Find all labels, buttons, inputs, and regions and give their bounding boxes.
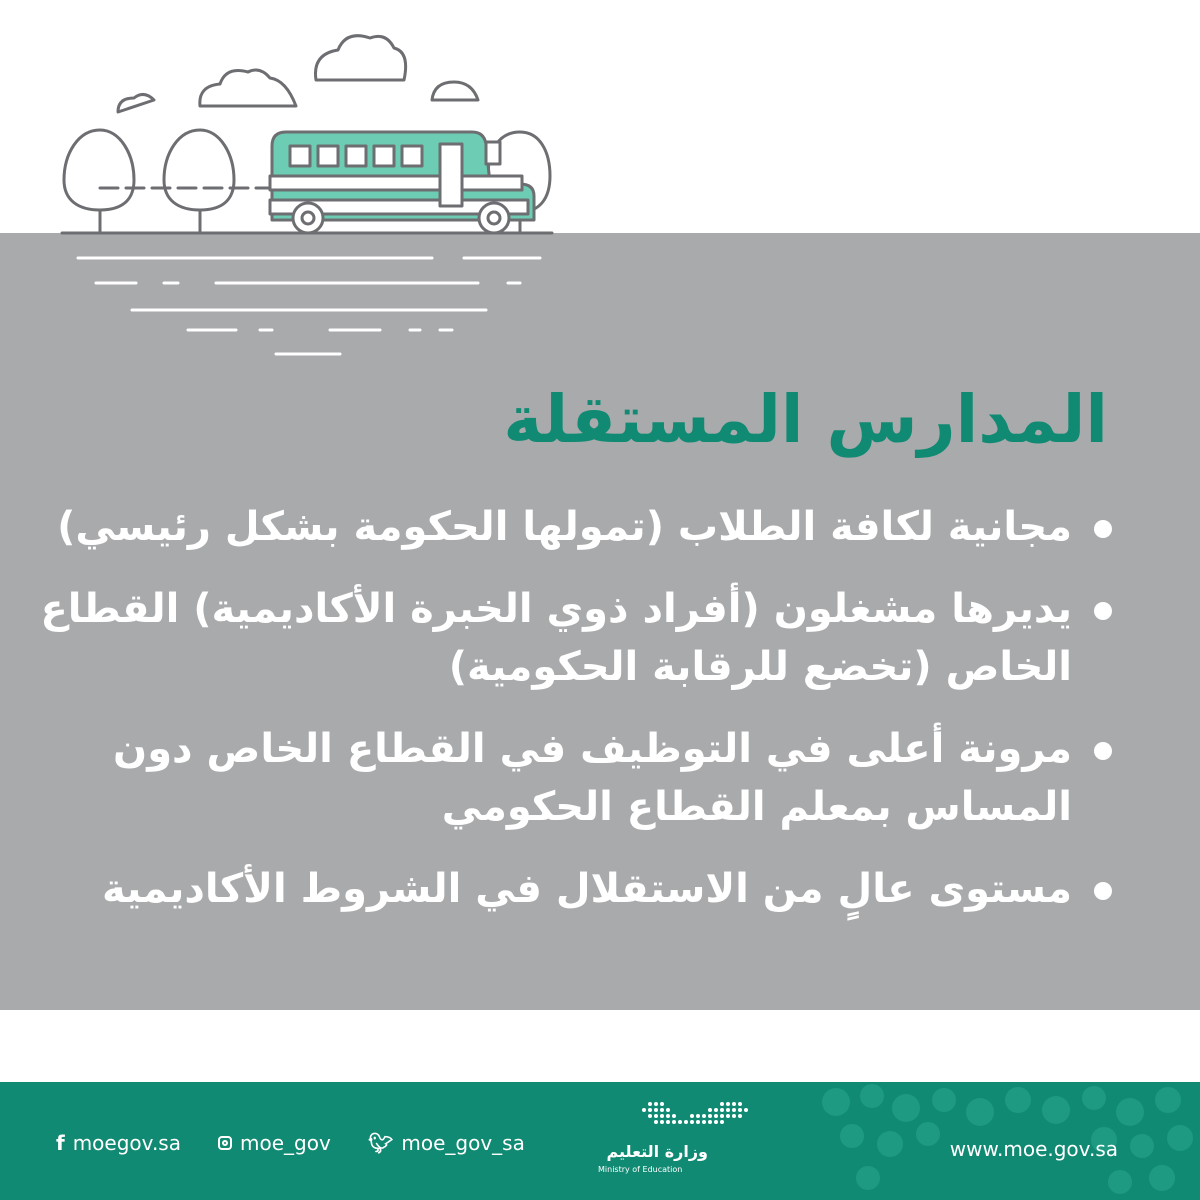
facebook-icon: f [56,1131,65,1155]
facebook-link[interactable] [56,1128,181,1158]
cloud-icon [200,70,296,106]
bullet-dot-icon [1094,602,1112,620]
instagram-link[interactable] [218,1128,331,1158]
twitter-handle: moe_gov_sa [401,1131,525,1155]
bullet-dot-icon [1094,882,1112,900]
bullet-dot-icon [1094,520,1112,538]
cloud-icon [432,82,478,100]
tree-icon [64,130,134,210]
twitter-link[interactable] [368,1128,525,1158]
logo-arabic-text: وزارة التعليم [606,1142,708,1161]
list-item [32,498,1112,556]
list-item [32,860,1112,918]
instagram-handle: moe_gov [240,1131,331,1155]
bullet-text: مستوى عالٍ من الاستقلال في الشروط الأكاديمية [101,866,1072,912]
tree-icon [164,130,234,210]
bus-illustration [0,0,1200,370]
bullet-text: مجانية لكافة الطلاب (تمولها الحكومة بشكل رئيسي) [57,504,1072,550]
cloud-icon [315,36,405,80]
facebook-handle: moegov.sa [72,1131,181,1155]
logo-english-text: Ministry of Education [598,1165,683,1174]
list-item [32,720,1112,836]
cloud-icon [118,94,154,112]
bullet-dot-icon [1094,742,1112,760]
page-title: المدارس المستقلة [503,381,1108,458]
bullet-text: يديرها مشغلون (أفراد ذوي الخبرة الأكاديمية) القطاع الخاص (تخضع للرقابة الحكومية) [40,586,1072,690]
list-item [32,580,1112,696]
bullet-text: مرونة أعلى في التوظيف في القطاع الخاص دون المساس بمعلم القطاع الحكومي [113,726,1072,830]
bullet-list [32,498,1112,942]
school-bus-icon [270,132,534,233]
twitter-icon: 🐦︎ [368,1131,394,1155]
website-link[interactable]: www.moe.gov.sa [949,1137,1118,1161]
instagram-icon [218,1136,232,1150]
